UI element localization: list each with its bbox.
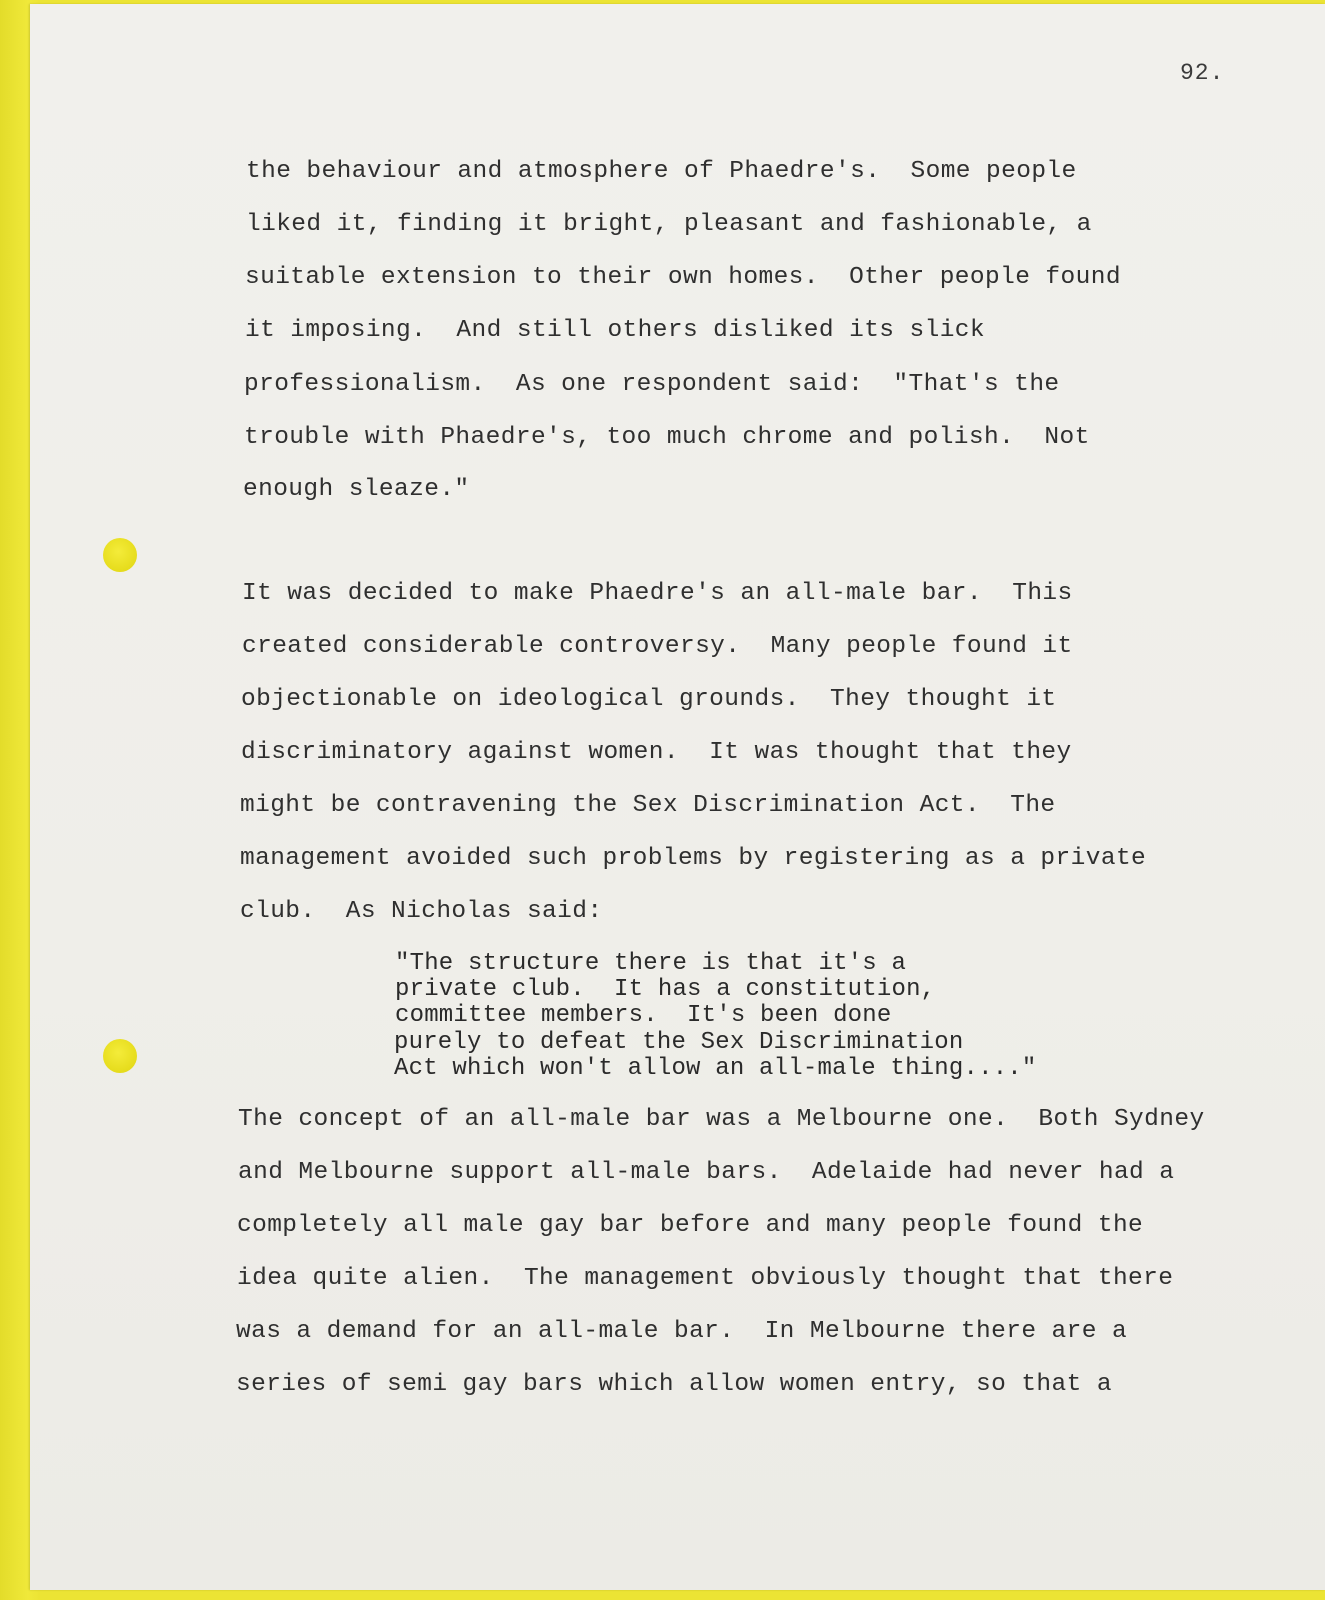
paragraph-2-line-7: club. As Nicholas said: <box>240 898 603 925</box>
paragraph-2-line-6: management avoided such problems by registering as a private <box>240 845 1147 872</box>
quote-line-2: private club. It has a constitution, <box>395 976 936 1003</box>
paragraph-2-line-4: discriminatory against women. It was thought that they <box>241 739 1072 766</box>
paragraph-3-line-5: was a demand for an all-male bar. In Melbourne there are a <box>236 1318 1128 1345</box>
paragraph-2-line-5: might be contravening the Sex Discrimination Act. The <box>240 792 1056 819</box>
paragraph-3-line-1: The concept of an all-male bar was a Melbourne one. Both Sydney <box>238 1106 1205 1133</box>
paragraph-2-line-3: objectionable on ideological grounds. They thought it <box>241 686 1057 713</box>
quote-line-1: "The structure there is that it's a <box>395 950 907 977</box>
paragraph-1-line-7: enough sleaze." <box>243 476 470 503</box>
paragraph-3-line-2: and Melbourne support all-male bars. Adelaide had never had a <box>238 1159 1175 1186</box>
quote-line-4: purely to defeat the Sex Discrimination <box>394 1029 964 1056</box>
quote-line-3: committee members. It's been done <box>395 1002 892 1029</box>
page-number: 92. <box>1180 60 1225 86</box>
quote-line-5: Act which won't allow an all-male thing...." <box>394 1055 1037 1082</box>
paragraph-3-line-4: idea quite alien. The management obviously thought that there <box>237 1265 1174 1292</box>
paragraph-1-line-6: trouble with Phaedre's, too much chrome and polish. Not <box>244 424 1090 451</box>
paragraph-2-line-2: created considerable controversy. Many people found it <box>242 633 1073 660</box>
paragraph-1-line-5: professionalism. As one respondent said: "That's the <box>244 371 1060 398</box>
paragraph-3-line-3: completely all male gay bar before and many people found the <box>237 1212 1144 1239</box>
paragraph-1-line-2: liked it, finding it bright, pleasant and fashionable, a <box>246 211 1092 238</box>
paragraph-1-line-4: it imposing. And still others disliked its slick <box>245 317 986 344</box>
paragraph-2-line-1: It was decided to make Phaedre's an all-male bar. This <box>242 580 1073 607</box>
paragraph-3-line-6: series of semi gay bars which allow women entry, so that a <box>236 1371 1112 1398</box>
paragraph-1-line-3: suitable extension to their own homes. Other people found <box>245 264 1121 291</box>
paragraph-1-line-1: the behaviour and atmosphere of Phaedre's. Some people <box>246 158 1077 185</box>
